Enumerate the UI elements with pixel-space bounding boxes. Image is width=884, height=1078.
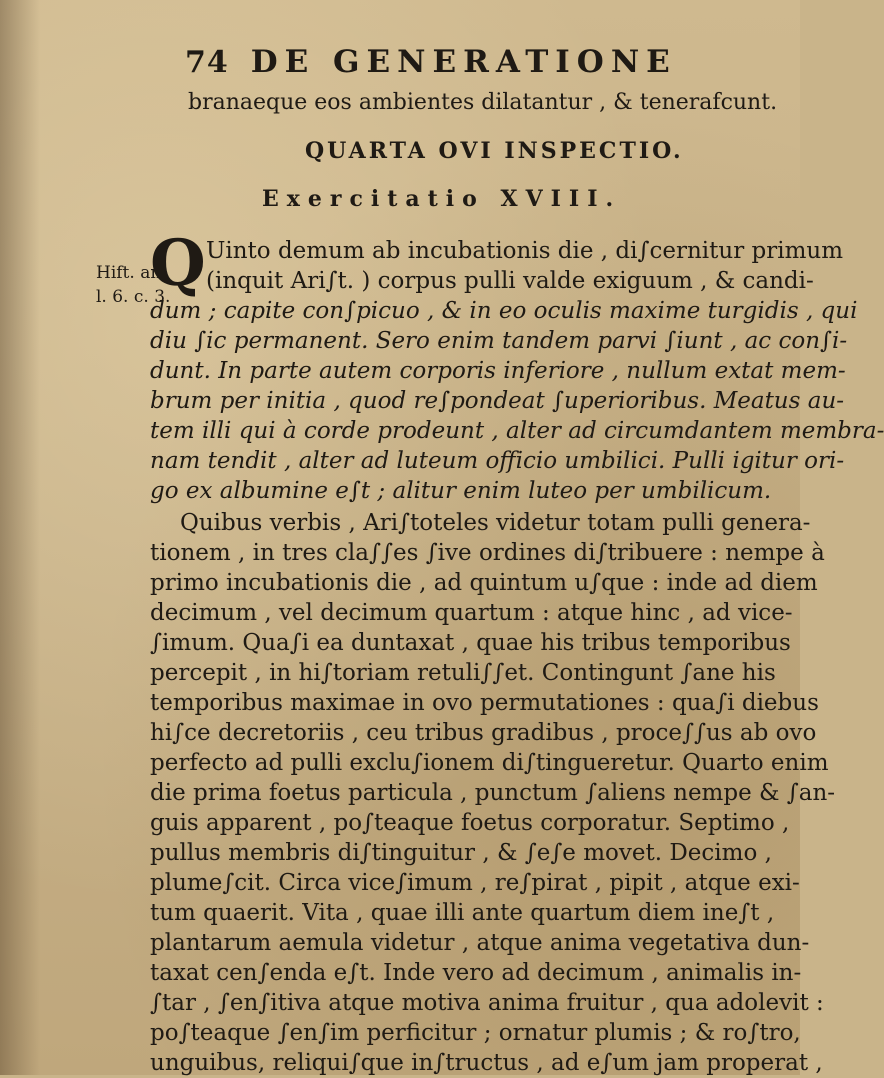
text-line: pullus membris di∫tinguitur , & ∫e∫e movet. Decimo , [150,840,772,866]
margin-note-line-2: l. 6. c. 3. [96,287,171,307]
text-line: die prima foetus particula , punctum ∫aliens nempe & ∫an- [150,780,836,806]
text-line: plantarum aemula videtur , atque anima vegetativa dun- [150,930,810,956]
running-head [185,44,745,84]
text-line: temporibus maximae in ovo permutationes : qua∫i diebus [150,690,819,716]
text-line: Uinto demum ab incubationis die , di∫cernitur primum [206,238,844,264]
text-line: plume∫cit. Circa vice∫imum , re∫pirat , pipit , atque exi- [150,870,800,896]
exercise-heading: Exercitatio XVIII. [262,186,622,212]
text-line: tem illi qui à corde prodeunt , alter ad circumdantem membra- [150,418,884,444]
text-line: dunt. In parte autem corporis inferiore , nullum extat mem- [150,358,846,384]
page-number: 74 [185,45,229,80]
text-line: decimum , vel decimum quartum : atque hinc , ad vice- [150,600,793,626]
text-line: dum ; capite con∫picuo , & in eo oculis maxime turgidis , qui [150,298,858,324]
text-line: guis apparent , po∫teaque foetus corporatur. Septimo , [150,810,790,836]
intro-line: branaeque eos ambientes dilatantur , & tenerafcunt. [188,90,778,115]
text-line: hi∫ce decretoriis , ceu tribus gradibus , proce∫∫us ab ovo [150,720,817,746]
text-line: perfecto ad pulli exclu∫ionem di∫tingueretur. Quarto enim [150,750,829,776]
text-line: go ex albumine e∫t ; alitur enim luteo per umbilicum. [150,478,772,504]
text-line: unguibus, reliqui∫que in∫tructus , ad e∫um jam properat , [150,1050,823,1076]
text-line: primo incubationis die , ad quintum u∫que : inde ad diem [150,570,818,596]
drop-cap: Q [150,226,206,301]
margin-note-line-1: Hift. an. [96,263,167,283]
text-line: brum per initia , quod re∫pondeat ∫uperioribus. Meatus au- [150,388,845,414]
text-line: percepit , in hi∫toriam retuli∫∫et. Contingunt ∫ane his [150,660,776,686]
text-line: ∫imum. Qua∫i ea duntaxat , quae his tribus temporibus [150,630,791,656]
page-gutter-shadow [0,0,40,1075]
section-heading: QUARTA OVI INSPECTIO. [305,138,684,164]
text-line: tum quaerit. Vita , quae illi ante quartum diem ine∫t , [150,900,775,926]
text-line: nam tendit , alter ad luteum officio umbilici. Pulli igitur ori- [150,448,845,474]
text-line: Quibus verbis , Ari∫toteles videtur totam pulli genera- [180,510,811,536]
text-line: tionem , in tres cla∫∫es ∫ive ordines di∫tribuere : nempe à [150,540,825,566]
text-line: (inquit Ari∫t. ) corpus pulli valde exiguum , & candi- [206,268,814,294]
text-line: po∫teaque ∫en∫im perficitur ; ornatur plumis ; & ro∫tro, [150,1020,801,1046]
running-title: DE GENERATIONE [250,44,677,80]
text-line: diu ∫ic permanent. Sero enim tandem parvi ∫iunt , ac con∫i- [150,328,848,354]
text-line: ∫tar , ∫en∫itiva atque motiva anima fruitur , qua adolevit : [150,990,824,1016]
text-line: taxat cen∫enda e∫t. Inde vero ad decimum , animalis in- [150,960,802,986]
